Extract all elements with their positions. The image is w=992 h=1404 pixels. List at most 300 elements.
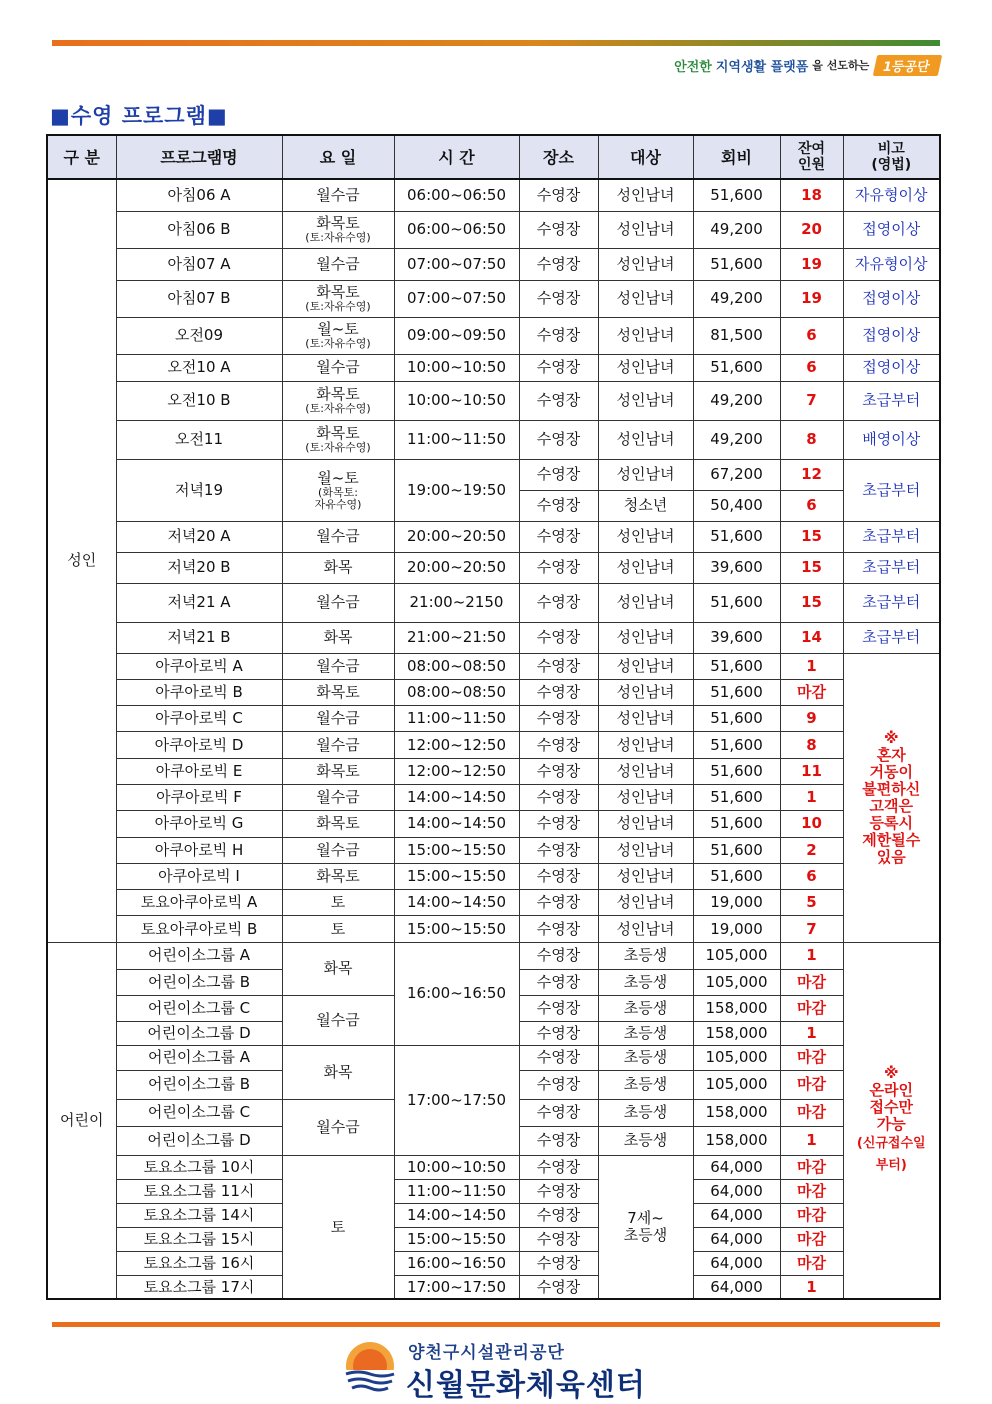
remaining-cell: 6 <box>780 490 843 521</box>
time-cell: 21:00~2150 <box>394 583 519 622</box>
text-line: 잔여 <box>797 141 826 157</box>
time-cell: 20:00~20:50 <box>394 521 519 552</box>
remaining-cell: 6 <box>780 863 843 889</box>
time-cell: 11:00~11:50 <box>394 1179 519 1203</box>
fee-cell: 51,600 <box>693 837 780 863</box>
place-cell: 수영장 <box>519 758 598 784</box>
table-row <box>47 863 940 889</box>
table-row <box>47 1227 940 1251</box>
table-row <box>47 1275 940 1299</box>
day-cell: 월수금 <box>282 995 394 1045</box>
place-cell: 수영장 <box>519 890 598 916</box>
time-cell: 10:00~10:50 <box>394 381 519 420</box>
remaining-cell: 1 <box>780 784 843 810</box>
remaining-cell: 마감 <box>780 995 843 1021</box>
table-header <box>47 135 940 179</box>
day-cell: 화목 <box>282 622 394 653</box>
text-line: (영법) <box>871 157 912 173</box>
program-name: 저녁21 B <box>116 622 282 653</box>
place-cell: 수영장 <box>519 583 598 622</box>
col-group-header: 구 분 <box>47 135 116 179</box>
time-cell: 07:00~07:50 <box>394 280 519 317</box>
table-row <box>47 354 940 381</box>
time-cell: 16:00~16:50 <box>394 942 519 1045</box>
target-cell: 성인남녀 <box>598 583 693 622</box>
remaining-cell: 18 <box>780 179 843 211</box>
remaining-cell: 8 <box>780 420 843 459</box>
fee-cell: 105,000 <box>693 1045 780 1070</box>
day-cell: 화목 <box>282 552 394 583</box>
slogan <box>674 54 940 76</box>
place-cell: 수영장 <box>519 1155 598 1179</box>
time-cell: 15:00~15:50 <box>394 1227 519 1251</box>
day-main: 월~토 <box>317 468 359 487</box>
col-day-header: 요 일 <box>282 135 394 179</box>
fee-cell: 51,600 <box>693 758 780 784</box>
day-main: 화목토 <box>316 283 360 301</box>
remaining-cell: 6 <box>780 354 843 381</box>
place-cell: 수영장 <box>519 248 598 280</box>
remaining-cell: 7 <box>780 916 843 942</box>
fee-cell: 51,600 <box>693 653 780 679</box>
note-cell: 접영이상 <box>843 280 940 317</box>
table-row <box>47 1179 940 1203</box>
fee-cell: 51,600 <box>693 248 780 280</box>
program-name: 아쿠아로빅 B <box>116 679 282 705</box>
place-cell: 수영장 <box>519 942 598 969</box>
program-name: 오전11 <box>116 420 282 459</box>
text-line: 인원 <box>797 157 826 173</box>
text-line: 있음 <box>876 847 906 866</box>
table-row <box>47 706 940 732</box>
remaining-cell: 12 <box>780 459 843 490</box>
text-line: 초등생 <box>623 1226 668 1245</box>
program-name: 어린이소그룹 D <box>116 1126 282 1155</box>
fee-cell: 51,600 <box>693 583 780 622</box>
time-cell: 08:00~08:50 <box>394 679 519 705</box>
target-cell: 초등생 <box>598 1099 693 1126</box>
place-cell: 수영장 <box>519 179 598 211</box>
remaining-cell: 5 <box>780 890 843 916</box>
remaining-cell: 1 <box>780 1126 843 1155</box>
day-sub: (토:자유수영) <box>305 337 371 350</box>
fee-cell: 81,500 <box>693 317 780 354</box>
fee-cell: 49,200 <box>693 420 780 459</box>
target-cell <box>598 1155 693 1299</box>
day-cell: 월수금 <box>282 732 394 758</box>
table-row <box>47 583 940 622</box>
day-cell: 월수금 <box>282 179 394 211</box>
note-cell: 초급부터 <box>843 583 940 622</box>
place-cell: 수영장 <box>519 1045 598 1070</box>
time-cell: 08:00~08:50 <box>394 653 519 679</box>
day-cell: 토 <box>282 890 394 916</box>
text-line: 7세~ <box>627 1209 664 1228</box>
place-cell: 수영장 <box>519 1203 598 1227</box>
fee-cell: 64,000 <box>693 1275 780 1299</box>
col-target-header: 대상 <box>598 135 693 179</box>
place-cell: 수영장 <box>519 459 598 490</box>
program-name: 아쿠아로빅 C <box>116 706 282 732</box>
program-name: 아침07 B <box>116 280 282 317</box>
day-sub: (화목토: <box>318 485 358 499</box>
program-name: 저녁20 B <box>116 552 282 583</box>
day-cell <box>282 459 394 521</box>
text-line: 부터) <box>875 1157 907 1173</box>
text-line: 가능 <box>876 1114 906 1133</box>
time-cell: 12:00~12:50 <box>394 732 519 758</box>
remaining-cell: 2 <box>780 837 843 863</box>
note-cell: 접영이상 <box>843 317 940 354</box>
col-fee-header: 회비 <box>693 135 780 179</box>
fee-cell: 51,600 <box>693 679 780 705</box>
remaining-cell: 마감 <box>780 1203 843 1227</box>
place-cell: 수영장 <box>519 420 598 459</box>
remaining-cell: 8 <box>780 732 843 758</box>
fee-cell: 51,600 <box>693 732 780 758</box>
group-child: 어린이 <box>47 942 116 1299</box>
day-cell <box>282 317 394 354</box>
table-row <box>47 916 940 942</box>
place-cell: 수영장 <box>519 706 598 732</box>
fee-cell: 64,000 <box>693 1227 780 1251</box>
time-cell: 16:00~16:50 <box>394 1251 519 1275</box>
day-sub: (토:자유수영) <box>305 402 371 415</box>
fee-cell: 49,200 <box>693 280 780 317</box>
program-name: 아쿠아로빅 I <box>116 863 282 889</box>
fee-cell: 51,600 <box>693 706 780 732</box>
kids-note <box>843 942 940 1299</box>
table-row <box>47 837 940 863</box>
program-name: 저녁21 A <box>116 583 282 622</box>
swim-program-table <box>46 134 941 1300</box>
time-cell: 14:00~14:50 <box>394 1203 519 1227</box>
remaining-cell: 마감 <box>780 1155 843 1179</box>
note-cell: 초급부터 <box>843 622 940 653</box>
fee-cell: 51,600 <box>693 811 780 837</box>
program-name: 토요소그룹 16시 <box>116 1251 282 1275</box>
remaining-cell: 15 <box>780 552 843 583</box>
place-cell: 수영장 <box>519 1126 598 1155</box>
program-name: 아침07 A <box>116 248 282 280</box>
program-name: 어린이소그룹 A <box>116 942 282 969</box>
slogan-part-2: 지역생활 플랫폼 <box>715 59 809 75</box>
table-row <box>47 1045 940 1070</box>
table-body <box>47 179 940 1299</box>
fee-cell: 64,000 <box>693 1155 780 1179</box>
target-cell: 성인남녀 <box>598 552 693 583</box>
remaining-cell: 마감 <box>780 1045 843 1070</box>
place-cell: 수영장 <box>519 381 598 420</box>
program-name: 토요소그룹 15시 <box>116 1227 282 1251</box>
day-cell: 월수금 <box>282 837 394 863</box>
time-cell: 06:00~06:50 <box>394 211 519 248</box>
remaining-cell: 마감 <box>780 1227 843 1251</box>
footer <box>340 1336 670 1403</box>
table-row <box>47 420 940 459</box>
fee-cell: 51,600 <box>693 863 780 889</box>
top-accent-bar <box>52 40 940 46</box>
target-cell: 성인남녀 <box>598 706 693 732</box>
note-cell: 접영이상 <box>843 354 940 381</box>
program-name: 어린이소그룹 B <box>116 969 282 995</box>
time-cell: 06:00~06:50 <box>394 179 519 211</box>
day-main: 화목토 <box>316 424 360 442</box>
remaining-cell: 14 <box>780 622 843 653</box>
day-cell: 월수금 <box>282 1099 394 1155</box>
day-cell: 월수금 <box>282 583 394 622</box>
remaining-cell: 마감 <box>780 1179 843 1203</box>
remaining-cell: 1 <box>780 1021 843 1045</box>
target-cell: 성인남녀 <box>598 354 693 381</box>
target-cell: 초등생 <box>598 1126 693 1155</box>
program-name: 아쿠아로빅 A <box>116 653 282 679</box>
slogan-part-3: 을 선도하는 <box>812 59 870 72</box>
remaining-cell: 마감 <box>780 1070 843 1099</box>
fee-cell: 158,000 <box>693 1126 780 1155</box>
remaining-cell: 15 <box>780 521 843 552</box>
place-cell: 수영장 <box>519 552 598 583</box>
day-cell: 화목 <box>282 1045 394 1099</box>
target-cell: 성인남녀 <box>598 317 693 354</box>
place-cell: 수영장 <box>519 653 598 679</box>
table-row <box>47 179 940 211</box>
program-name: 저녁19 <box>116 459 282 521</box>
table-row <box>47 211 940 248</box>
fee-cell: 19,000 <box>693 916 780 942</box>
fee-cell: 51,600 <box>693 521 780 552</box>
target-cell: 성인남녀 <box>598 211 693 248</box>
program-name: 오전09 <box>116 317 282 354</box>
table-row <box>47 942 940 969</box>
program-name: 어린이소그룹 C <box>116 1099 282 1126</box>
target-cell: 성인남녀 <box>598 784 693 810</box>
time-cell: 11:00~11:50 <box>394 706 519 732</box>
target-cell: 성인남녀 <box>598 521 693 552</box>
note-cell: 초급부터 <box>843 552 940 583</box>
text-line: ※ <box>883 1063 899 1082</box>
target-cell: 성인남녀 <box>598 248 693 280</box>
place-cell: 수영장 <box>519 995 598 1021</box>
time-cell: 11:00~11:50 <box>394 420 519 459</box>
day-cell <box>282 211 394 248</box>
col-program-header: 프로그램명 <box>116 135 282 179</box>
table-row <box>47 1251 940 1275</box>
page-title: ■수영 프로그램■ <box>50 104 228 128</box>
table-row <box>47 280 940 317</box>
target-cell: 성인남녀 <box>598 811 693 837</box>
place-cell: 수영장 <box>519 863 598 889</box>
time-cell: 21:00~21:50 <box>394 622 519 653</box>
place-cell: 수영장 <box>519 521 598 552</box>
place-cell: 수영장 <box>519 679 598 705</box>
day-cell <box>282 280 394 317</box>
remaining-cell: 9 <box>780 706 843 732</box>
table-row <box>47 1155 940 1179</box>
fee-cell: 50,400 <box>693 490 780 521</box>
day-cell: 월수금 <box>282 706 394 732</box>
slogan-part-1: 안전한 <box>674 59 712 75</box>
time-cell: 15:00~15:50 <box>394 916 519 942</box>
place-cell: 수영장 <box>519 354 598 381</box>
fee-cell: 51,600 <box>693 784 780 810</box>
day-cell: 월수금 <box>282 784 394 810</box>
target-cell: 성인남녀 <box>598 459 693 490</box>
program-name: 아침06 A <box>116 179 282 211</box>
place-cell: 수영장 <box>519 969 598 995</box>
target-cell: 성인남녀 <box>598 420 693 459</box>
time-cell: 20:00~20:50 <box>394 552 519 583</box>
day-sub: (토:자유수영) <box>305 441 371 454</box>
target-cell: 성인남녀 <box>598 381 693 420</box>
time-cell: 15:00~15:50 <box>394 863 519 889</box>
day-cell: 월수금 <box>282 653 394 679</box>
target-cell: 성인남녀 <box>598 280 693 317</box>
program-name: 토요소그룹 11시 <box>116 1179 282 1203</box>
day-cell: 화목 <box>282 942 394 995</box>
program-name: 오전10 B <box>116 381 282 420</box>
text-line: 온라인 <box>869 1080 913 1099</box>
footer-org-name: 양천구시설관리공단 <box>408 1343 565 1363</box>
fee-cell: 51,600 <box>693 179 780 211</box>
table-row <box>47 758 940 784</box>
remaining-cell: 15 <box>780 583 843 622</box>
place-cell: 수영장 <box>519 622 598 653</box>
remaining-cell: 1 <box>780 653 843 679</box>
program-name: 아쿠아로빅 G <box>116 811 282 837</box>
program-name: 토요아쿠아로빅 B <box>116 916 282 942</box>
target-cell: 초등생 <box>598 1021 693 1045</box>
fee-cell: 158,000 <box>693 1099 780 1126</box>
target-cell: 성인남녀 <box>598 653 693 679</box>
note-cell: 자유형이상 <box>843 248 940 280</box>
table-row <box>47 552 940 583</box>
place-cell: 수영장 <box>519 1070 598 1099</box>
kids-note-sub <box>844 1133 940 1177</box>
text-line: 불편하신 <box>862 779 921 798</box>
program-name: 토요소그룹 17시 <box>116 1275 282 1299</box>
target-cell: 성인남녀 <box>598 679 693 705</box>
table-row <box>47 679 940 705</box>
program-name: 어린이소그룹 D <box>116 1021 282 1045</box>
remaining-cell: 1 <box>780 942 843 969</box>
table-row <box>47 459 940 490</box>
program-name: 토요아쿠아로빅 A <box>116 890 282 916</box>
target-cell: 성인남녀 <box>598 890 693 916</box>
program-name: 아쿠아로빅 F <box>116 784 282 810</box>
time-cell: 09:00~09:50 <box>394 317 519 354</box>
fee-cell: 158,000 <box>693 995 780 1021</box>
table-row <box>47 622 940 653</box>
target-cell: 성인남녀 <box>598 179 693 211</box>
target-cell: 초등생 <box>598 969 693 995</box>
time-cell: 17:00~17:50 <box>394 1045 519 1155</box>
target-cell: 초등생 <box>598 942 693 969</box>
table-row <box>47 890 940 916</box>
table-row <box>47 784 940 810</box>
target-cell: 성인남녀 <box>598 837 693 863</box>
text-line: 거동이 <box>869 762 913 781</box>
program-name: 오전10 A <box>116 354 282 381</box>
fee-cell: 49,200 <box>693 211 780 248</box>
day-main: 화목토 <box>316 214 360 232</box>
place-cell: 수영장 <box>519 211 598 248</box>
day-cell <box>282 381 394 420</box>
target-cell: 청소년 <box>598 490 693 521</box>
fee-cell: 64,000 <box>693 1251 780 1275</box>
remaining-cell: 11 <box>780 758 843 784</box>
target-cell: 성인남녀 <box>598 916 693 942</box>
fee-cell: 67,200 <box>693 459 780 490</box>
slogan-badge: 1등공단 <box>873 55 942 76</box>
fee-cell: 105,000 <box>693 969 780 995</box>
place-cell: 수영장 <box>519 1179 598 1203</box>
fee-cell: 105,000 <box>693 1070 780 1099</box>
col-time-header: 시 간 <box>394 135 519 179</box>
place-cell: 수영장 <box>519 1227 598 1251</box>
target-cell: 초등생 <box>598 1045 693 1070</box>
table-row <box>47 653 940 679</box>
program-name: 어린이소그룹 C <box>116 995 282 1021</box>
target-cell: 초등생 <box>598 1070 693 1099</box>
remaining-cell: 20 <box>780 211 843 248</box>
note-cell: 초급부터 <box>843 521 940 552</box>
fee-cell: 64,000 <box>693 1203 780 1227</box>
program-name: 아침06 B <box>116 211 282 248</box>
fee-cell: 19,000 <box>693 890 780 916</box>
day-cell: 화목토 <box>282 679 394 705</box>
time-cell: 14:00~14:50 <box>394 890 519 916</box>
remaining-cell: 마감 <box>780 1099 843 1126</box>
col-remaining-header <box>780 135 843 179</box>
place-cell: 수영장 <box>519 280 598 317</box>
table-row <box>47 248 940 280</box>
target-cell: 성인남녀 <box>598 863 693 889</box>
program-name: 아쿠아로빅 E <box>116 758 282 784</box>
target-cell: 성인남녀 <box>598 732 693 758</box>
note-cell: 접영이상 <box>843 211 940 248</box>
remaining-cell: 마감 <box>780 1251 843 1275</box>
time-cell: 10:00~10:50 <box>394 1155 519 1179</box>
fee-cell: 49,200 <box>693 381 780 420</box>
remaining-cell: 10 <box>780 811 843 837</box>
program-name: 아쿠아로빅 H <box>116 837 282 863</box>
target-cell: 초등생 <box>598 995 693 1021</box>
sun-logo-icon <box>340 1338 400 1398</box>
target-cell: 성인남녀 <box>598 758 693 784</box>
aqua-note <box>843 653 940 942</box>
col-place-header: 장소 <box>519 135 598 179</box>
table-row <box>47 381 940 420</box>
text-line: 접수만 <box>869 1097 913 1116</box>
place-cell: 수영장 <box>519 811 598 837</box>
table-row <box>47 811 940 837</box>
place-cell: 수영장 <box>519 837 598 863</box>
program-name: 토요소그룹 14시 <box>116 1203 282 1227</box>
place-cell: 수영장 <box>519 784 598 810</box>
remaining-cell: 1 <box>780 1275 843 1299</box>
place-cell: 수영장 <box>519 490 598 521</box>
text-line: 등록시 <box>869 813 913 832</box>
group-adult: 성인 <box>47 179 116 942</box>
text-line: 고객은 <box>869 796 913 815</box>
text-line: (신규접수일 <box>856 1135 926 1151</box>
place-cell: 수영장 <box>519 1275 598 1299</box>
day-cell: 토 <box>282 1155 394 1299</box>
text-line: ※ <box>883 728 899 747</box>
day-sub: (토:자유수영) <box>305 300 371 313</box>
fee-cell: 51,600 <box>693 354 780 381</box>
